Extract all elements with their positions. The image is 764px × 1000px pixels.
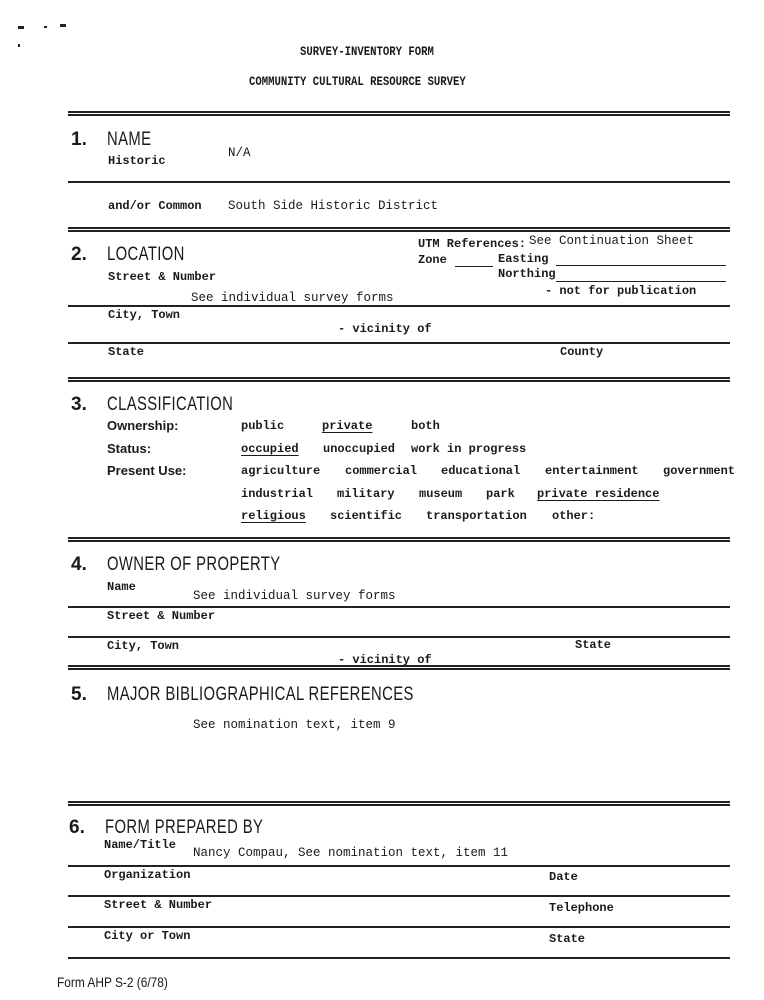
city-label: City, Town (108, 308, 181, 322)
divider (68, 111, 730, 116)
use-museum[interactable]: museum (419, 487, 463, 501)
use-other[interactable]: other: (552, 509, 596, 523)
section-heading: MAJOR BIBLIOGRAPHICAL REFERENCES (107, 684, 414, 705)
scan-speck (18, 26, 24, 29)
use-private-residence[interactable]: private residence (537, 487, 660, 501)
use-scientific[interactable]: scientific (330, 509, 403, 523)
historic-label: Historic (108, 154, 166, 168)
use-entertainment[interactable]: entertainment (545, 464, 639, 478)
divider (68, 865, 730, 867)
divider (68, 342, 730, 344)
zone-field[interactable] (455, 266, 493, 267)
section-heading: OWNER OF PROPERTY (107, 554, 281, 575)
owner-name-value[interactable]: See individual survey forms (193, 589, 396, 603)
present-use-label: Present Use: (107, 463, 187, 478)
status-occupied[interactable]: occupied (241, 442, 299, 456)
section-heading: NAME (107, 129, 152, 150)
section-number: 2. (71, 244, 87, 265)
use-government[interactable]: government (663, 464, 736, 478)
use-religious[interactable]: religious (241, 509, 306, 523)
divider (68, 537, 730, 542)
status-work-in-progress[interactable]: work in progress (411, 442, 527, 456)
organization-label: Organization (104, 868, 191, 882)
owner-city-label: City, Town (107, 639, 180, 653)
section-number: 5. (71, 684, 87, 705)
scan-speck (44, 26, 47, 28)
use-educational[interactable]: educational (441, 464, 521, 478)
date-label: Date (549, 870, 578, 884)
utm-label: UTM References: (418, 237, 527, 251)
not-for-publication: - not for publication (545, 284, 697, 298)
section-heading: LOCATION (107, 244, 185, 265)
ownership-private[interactable]: private (322, 419, 373, 433)
references-value[interactable]: See nomination text, item 9 (193, 718, 396, 732)
divider (68, 606, 730, 608)
historic-value[interactable]: N/A (228, 146, 251, 160)
use-commercial[interactable]: commercial (345, 464, 418, 478)
telephone-label: Telephone (549, 901, 614, 915)
section-number: 6. (69, 817, 85, 838)
ownership-label: Ownership: (107, 418, 179, 433)
section-number: 1. (71, 129, 87, 150)
county-label: County (560, 345, 604, 359)
preparer-street-label: Street & Number (104, 898, 213, 912)
vicinity-label: - vicinity of (338, 322, 432, 336)
use-industrial[interactable]: industrial (241, 487, 314, 501)
use-transportation[interactable]: transportation (426, 509, 527, 523)
section-number: 3. (71, 394, 87, 415)
common-value[interactable]: South Side Historic District (228, 199, 439, 213)
divider (68, 227, 730, 232)
divider (68, 665, 730, 670)
divider (68, 636, 730, 638)
owner-name-label: Name (107, 580, 136, 594)
ownership-public[interactable]: public (241, 419, 285, 433)
divider (68, 926, 730, 928)
owner-street-label: Street & Number (107, 609, 216, 623)
divider (68, 377, 730, 382)
use-military[interactable]: military (337, 487, 395, 501)
zone-label: Zone (418, 253, 447, 267)
preparer-name-value[interactable]: Nancy Compau, See nomination text, item 11 (193, 846, 509, 860)
divider (68, 181, 730, 183)
use-agriculture[interactable]: agriculture (241, 464, 321, 478)
divider (68, 305, 730, 307)
section-number: 4. (71, 554, 87, 575)
owner-state-label: State (575, 638, 612, 652)
section-heading: FORM PREPARED BY (105, 817, 264, 838)
street-value[interactable]: See individual survey forms (191, 291, 394, 305)
scan-speck (18, 44, 20, 47)
status-label: Status: (107, 441, 152, 456)
owner-vicinity-label: - vicinity of (338, 653, 432, 667)
preparer-name-label: Name/Title (104, 838, 177, 852)
street-label: Street & Number (108, 270, 217, 284)
form-title: SURVEY-INVENTORY FORM (300, 45, 434, 59)
preparer-city-label: City or Town (104, 929, 191, 943)
easting-label: Easting (498, 252, 549, 266)
common-label: and/or Common (108, 199, 202, 213)
use-park[interactable]: park (486, 487, 515, 501)
form-id: Form AHP S-2 (6/78) (57, 974, 168, 990)
divider (68, 895, 730, 897)
ownership-both[interactable]: both (411, 419, 440, 433)
scan-speck (60, 24, 66, 27)
preparer-state-label: State (549, 932, 586, 946)
northing-label: Northing (498, 267, 556, 281)
form-subtitle: COMMUNITY CULTURAL RESOURCE SURVEY (249, 75, 466, 89)
divider (68, 801, 730, 806)
easting-field[interactable] (556, 265, 726, 266)
utm-value[interactable]: See Continuation Sheet (529, 234, 695, 248)
state-label: State (108, 345, 145, 359)
status-unoccupied[interactable]: unoccupied (323, 442, 396, 456)
divider (68, 957, 730, 959)
northing-field[interactable] (556, 281, 726, 282)
section-heading: CLASSIFICATION (107, 394, 234, 415)
